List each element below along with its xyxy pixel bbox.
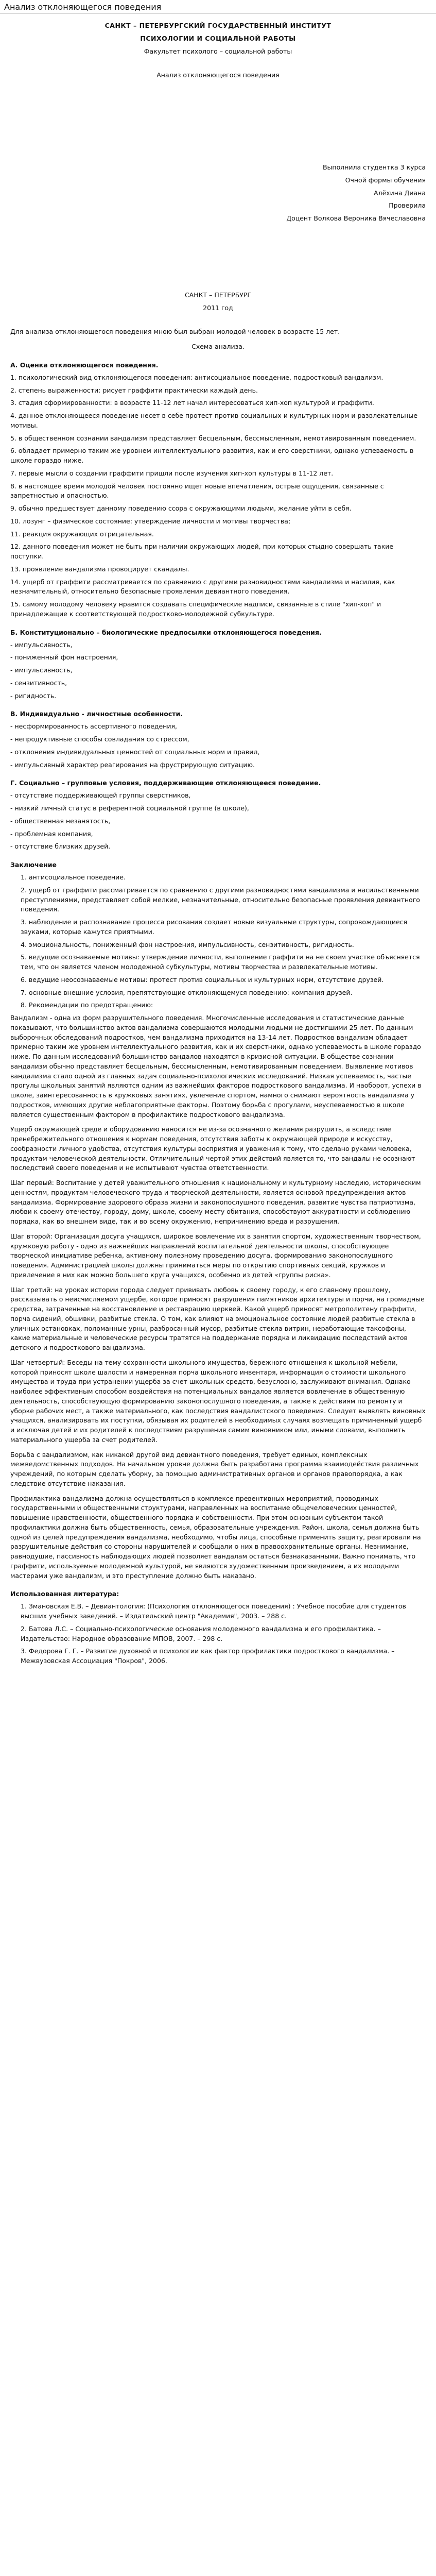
list-item: 5. в общественном сознании вандализм представляет бесцельным, бессмысленным, немотивированным поведением. [10, 434, 416, 442]
list-item: 4. эмоциональность, пониженный фон настроения, импульсивность, сензитивность, ригидность. [21, 940, 354, 948]
list-item: - пониженный фон настроения, [10, 653, 118, 662]
list-item: 10. лозунг – физическое состояние: утверждение личности и мотивы творчества; [10, 517, 291, 525]
list-item: 1. антисоциальное поведение. [21, 873, 126, 881]
list-item: - ригидность. [10, 691, 57, 700]
section-v-list [10, 722, 426, 770]
list-item: 7. основные внешние условия, препятствующие отклоняющемуся поведению: компания друзей. [21, 988, 353, 996]
conclusion-paragraph: Шаг первый: Воспитание у детей уважительного отношения к национальному и культурному наследию, историческим ценностям, продуктам человеческого труда и творческой деятельности, является основой предупреждения актов вандализма. Формирование здорового образа жизни и законопослушного поведения, развитие чувства патриотизма, любви к своему отечеству, городу, дому, школе, своему месту обитания, способствуют аккуратности и соблюдению порядка, как во внешнем виде, так и во всему окружению, непричинению вреда и разрушения. [10, 1179, 421, 1225]
list-item: 1. Змановская Е.В. – Девиантология: (Психология отклоняющегося поведения) : Учебное пособие для студентов высших учебных заведений. – Издательский центр "Академия", 2003. – 288 с. [21, 1602, 406, 1620]
list-item: 7. первые мысли о создании граффити пришли после изучения хип-хоп культуры в 11-12 лет. [10, 469, 334, 477]
intro-paragraph: Для анализа отклоняющегося поведения мною был выбран молодой человек в возрасте 15 лет. [10, 328, 340, 336]
list-item: 2. Батова Л.С. – Социально-психологические основания молодежного вандализма и его профилактика. – Издательство: Народное образование МПОВ, 2007. – 298 с. [21, 1624, 381, 1642]
list-item: - отсутствие поддерживающей группы сверстников, [10, 791, 191, 800]
list-item: - отсутствие близких друзей. [10, 842, 111, 851]
section-a-list [10, 373, 426, 619]
section-a-title: А. Оценка отклоняющегося поведения. [10, 361, 159, 369]
list-item: - импульсивность, [10, 666, 73, 674]
list-item: 14. ущерб от граффити рассматривается по сравнению с другими разновидностями вандализма и насилия, как незначительный, относительно безопасные проявления девиантного поведения. [10, 578, 395, 596]
form-line: Очной формы обучения [345, 176, 426, 184]
window-titlebar [0, 0, 436, 14]
list-item: 6. обладает примерно таким же уровнем интеллектуального развития, как и его сверстники, однако успеваемость в школе гораздо ниже. [10, 447, 414, 464]
conclusion-paragraph: Ущерб окружающей среде и оборудованию наносится не из-за осознанного желания разрушить, а вследствие пренебрежительного отношения к нормам поведения, отсутствия заботы к окружающей природе и искусству, сообразности личного удобства, отсутствия культуры восприятия и уважения к тому, что сделано руками человека, продуктам человеческой деятельности. Отличительный чертой этих действий является то, что вандалы не осознают последствий своего поведения и не испытывают чувства ответственности. [10, 1125, 415, 1172]
list-item: 8. в настоящее время молодой человек постоянно ищет новые впечатления, острые ощущения, связанные с запретностью и опасностью. [10, 482, 384, 500]
student-name: Алёхина Диана [374, 189, 426, 197]
institute-line-1: САНКТ – ПЕТЕРБУРГСКИЙ ГОСУДАРСТВЕННЫЙ ИНСТИТУТ [104, 22, 332, 29]
list-item: 3. Федорова Г. Г. – Развитие духовной и психологии как фактор профилактики подросткового вандализма. – Межвузовская Ассоциация "Покров", 2006. [21, 1647, 395, 1665]
city: САНКТ – ПЕТЕРБУРГ [184, 291, 252, 299]
conclusion-paragraph: Шаг третий: на уроках истории города следует прививать любовь к своему городу, к его славному прошлому, рассказывать о неисчисляемом ущербе, которое приносят разрушения памятников архитектуры и порчи, на громадные средства, затраченные на восстановление и реставрацию церквей. Какой ущерб приносят метрополитену граффити, порча сидений, обшивки, разбитые стекла. О том, как влияют на эмоциональное состояние людей разбитые стекла в уличных остановках, поломанные урны, разбросанный мусор, разбитые стекла витрин, неработающие таксофоны, какие материальные и человеческие ресурсы тратятся на поддержание порядка и ликвидацию последствий актов детского и подросткового вандализма. [10, 1285, 425, 1351]
list-item: - сензитивность, [10, 679, 67, 687]
list-item: - несформированность ассертивного поведения, [10, 722, 177, 731]
literature-list [21, 1602, 426, 1666]
list-item: - непродуктивные способы совладания со стрессом, [10, 735, 189, 743]
conclusion-list [21, 873, 426, 1010]
list-item: - импульсивный характер реагирования на фрустрирующую ситуацию. [10, 760, 255, 769]
section-b-list [10, 640, 426, 701]
list-item: 11. реакция окружающих отрицательная. [10, 530, 154, 538]
list-item: 13. проявление вандализма провоцирует скандалы. [10, 565, 189, 573]
institute-line-2: ПСИХОЛОГИИ И СОЦИАЛЬНОЙ РАБОТЫ [140, 34, 296, 42]
teacher-name: Доцент Волкова Вероника Вячеславовна [286, 214, 426, 222]
list-item: 12. данного поведения может не быть при наличии окружающих людей, при которых стыдно совершать такие поступки. [10, 543, 394, 560]
list-item: 5. ведущие осознаваемые мотивы: утверждение личности, выполнение граффити на не своем участке объясняется тем, что он является членом молодежной субкультуры, мотивы творчества и развлекательные мотивы. [21, 953, 420, 971]
section-g-title: Г. Социально – групповые условия, поддерживающие отклоняющееся поведение. [10, 779, 321, 787]
list-item: - импульсивность, [10, 640, 73, 649]
checked-label: Проверила [389, 201, 426, 210]
list-item: - отклонения индивидуальных ценностей от социальных норм и правил, [10, 748, 260, 756]
section-b-title: Б. Конституционально – биологические предпосылки отклоняющегося поведения. [10, 628, 322, 636]
section-v-title: В. Индивидуально - личностные особенности. [10, 710, 183, 718]
performer-line: Выполнила студентка 3 курса [322, 163, 426, 171]
list-item: 8. Рекомендации по предотвращению: [21, 1001, 153, 1009]
window-title: Анализ отклоняющегося поведения [4, 2, 162, 12]
list-item: 6. ведущие неосознаваемые мотивы: протест против социальных и культурных норм, отсутствие друзей. [21, 975, 384, 984]
list-item: 9. обычно предшествует данному поведению ссора с окружающими людьми, желание уйти в себя. [10, 504, 352, 512]
list-item: 15. самому молодому человеку нравится создавать специфические надписи, связанные в стиле "хип-хоп" и принадлежащие к соответствующей подростково-молодежной субкультуре. [10, 600, 381, 618]
list-item: 3. наблюдение и распознавание процесса рисования создает новые визуальные структуры, сопровождающиеся звуками, которые кажутся приятными. [21, 918, 408, 936]
list-item: 4. данное отклоняющееся поведение несет в себе протест против социальных и культурных норм и развлекательные мотивы. [10, 412, 418, 429]
list-item: - низкий личный статус в референтной социальной группе (в школе), [10, 804, 249, 812]
document-title: Анализ отклоняющегося поведения [156, 71, 280, 79]
analysis-scheme-title: Схема анализа. [191, 343, 245, 350]
list-item: - общественная незанятость, [10, 817, 111, 825]
faculty-line: Факультет психолого – социальной работы [144, 47, 292, 55]
year: 2011 год [203, 303, 233, 312]
list-item: 2. степень выраженности: рисует граффити практически каждый день. [10, 386, 258, 394]
section-g-list [10, 791, 426, 852]
conclusion-paragraph: Вандализм - одна из форм разрушительного поведения. Многочисленные исследования и статистические данные показывают, что большинство актов вандализма совершаются молодыми людьми не достигшими 25 лет. По данным выборочных обследований подростков, чем вандализма приходится на 13-14 лет. Подростков вандализм обладает примерно таким же уровнем интеллектуального развития, как и их сверстники, однако успеваемость в школе гораздо ниже. По данным исследований большинство вандалов находятся в кризисной ситуации. В обществе сознании вандализм обычно представляет бесцельным, бессмысленным, немотивированным поведением. Выявление мотивов вандализма стало одной из главных задач социально-психологических исследований. Низкая успеваемость, частые прогулы школьных занятий являются одним из важнейших факторов подросткового вандализма. И наоборот, успехи в школе, заинтересованность в кружковых занятиях, увлечение спортом, намного снижают вероятность вандализма у подростков, имеющих другие неблагоприятные факторы. Поэтому борьба с прогулами, неуспеваемостью в школе является существенным фактором в профилактике подросткового вандализма. [10, 1014, 422, 1118]
conclusion-title: Заключение [10, 861, 57, 869]
document-content [0, 14, 436, 1666]
list-item: 1. психологический вид отклоняющегося поведения: антисоциальное поведение, подростковый вандализм. [10, 373, 383, 381]
conclusion-paragraph: Борьба с вандализмом, как никакой другой вид девиантного поведения, требует единых, комплексных межведомственных подходов. На начальном уровне должна быть разработана программа взаимодействия различных учреждений, по которым сделать уборку, за помощью административных органов и органов правопорядка, а как следствие отсутствие наказания. [10, 1450, 419, 1487]
conclusion-paragraph: Шаг четвертый: Беседы на тему сохранности школьного имущества, бережного отношения к школьной мебели, которой приносят школе шалости и намеренная порча школьного инвентаря, информация о стоимости школьного имущества и труда при устранении ущерба за счет школьных средств, безусловно, заслуживают внимания. Однако наиболее эффективным способом воздействия на потенциальных вандалов является вовлечение в общественную деятельность, способствующую формированию законопослушного поведения, а также к действиям по ремонту и уборке рабочих мест, а также материального, как последствия вандалистского поведения. Следует выявлять виновных учащихся, анализировать их поступки, обязывая их родителей в необходимых случаях возмещать причиненный ущерб и исключая детей и их родителей к последствиям разрушения самим виновником или, иными словами, выполнить материального ущерба за счет родителей. [10, 1358, 426, 1444]
conclusion-paragraph: Шаг второй: Организация досуга учащихся, широкое вовлечение их в занятия спортом, художественным творчеством, кружковую работу - одно из важнейших направлений воспитательной деятельности школы, способствующее творческой инициативе ребенка, активному полезному проведению досуга, формированию законопослушного поведения. Администрацией школы должны приниматься меры по открытию спортивных секций, кружков и привлечение в них как можно большего круга учащихся, особенно из детей «группы риска». [10, 1232, 421, 1279]
literature-title: Использованная литература: [10, 1590, 119, 1598]
list-item: 3. стадия сформированности: в возрасте 11-12 лет начал интересоваться хип-хоп культурой и граффити. [10, 399, 374, 407]
list-item: 2. ущерб от граффити рассматривается по сравнению с другими разновидностями вандализма и насильственными преступлениями, представляет собой мелкие, незначительные, относительно безопасные проявления девиантного поведения. [21, 886, 420, 913]
conclusion-paragraph: Профилактика вандализма должна осуществляться в комплексе превентивных мероприятий, проводимых государственными и общественными структурами, направленных на воспитание общечеловеческих ценностей, повышение нравственности, общественного порядка и собственности. При этом основным субъектом такой профилактики должна быть общественность, семья, образовательные учреждения. Район, школа, семья должна быть одной из целей предупреждения вандализма, необходимо, чтобы лица, способные применить защиту, реагировали на разрушительные действия со стороны нарушителей и сообщали о них в правоохранительные органы. Невнимание, равнодушие, пассивность наблюдающих людей позволяет вандалам остаться безнаказанными. Важно понимать, что граффити, используемые молодежной культурой, не являются художественным произведением, а их молодыми мастерами уже вандализм, и это преступление должно быть наказано. [10, 1494, 421, 1580]
list-item: - проблемная компания, [10, 829, 93, 838]
